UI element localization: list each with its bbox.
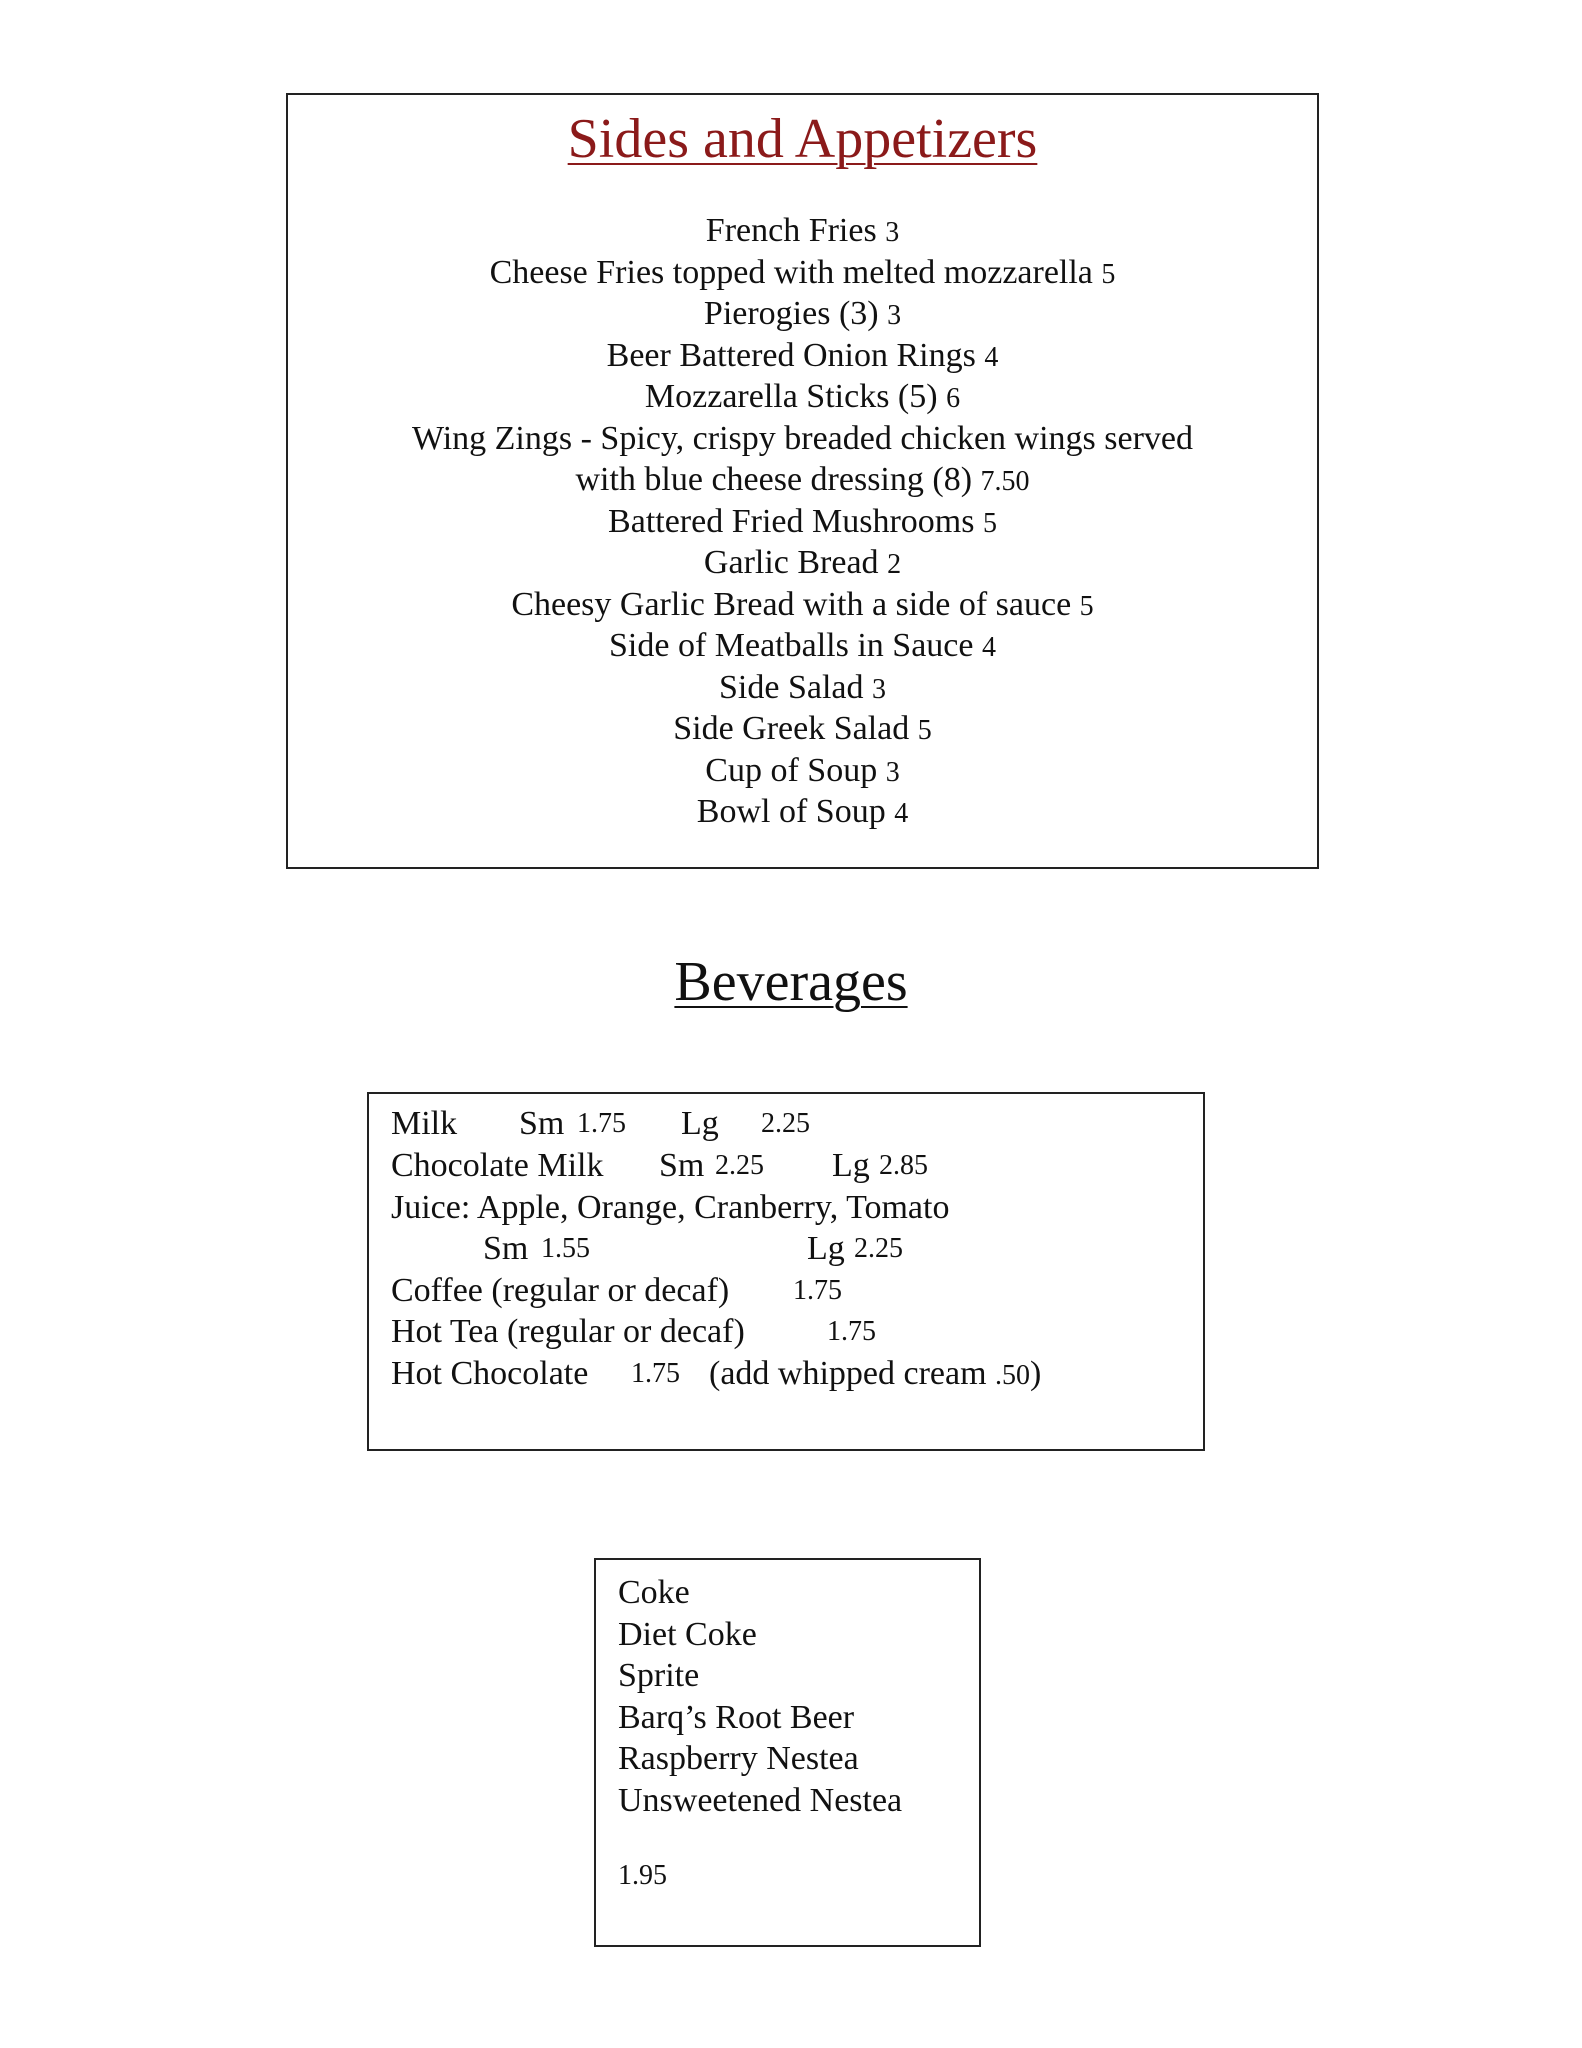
soda-price: 1.95 <box>618 1860 667 1891</box>
juice-lg-price: 2.25 <box>854 1233 903 1264</box>
list-item: Side Salad 3 <box>719 668 886 706</box>
list-item: Side Greek Salad 5 <box>673 710 932 747</box>
milk-lg-price: 2.25 <box>761 1108 810 1139</box>
juice-sm-label: Sm <box>483 1230 529 1267</box>
milk-lg-label: Lg <box>681 1105 719 1142</box>
juice-size-row <box>391 1229 1181 1269</box>
list-item: Garlic Bread 2 <box>703 544 902 581</box>
list-item: with blue cheese dressing (8) 7.50 <box>575 461 1030 498</box>
milk-sm-label: Sm <box>519 1105 565 1142</box>
hot-tea-row <box>391 1312 1181 1352</box>
milk-sm-price: 1.75 <box>577 1108 626 1139</box>
milk-row <box>391 1104 1181 1144</box>
chocolate-milk-row <box>391 1146 1181 1186</box>
list-item: Diet Coke <box>618 1616 757 1653</box>
chocolate-milk-lg-price: 2.85 <box>879 1150 928 1181</box>
milk-label: Milk <box>391 1105 458 1142</box>
list-item: Barq’s Root Beer <box>618 1699 855 1736</box>
sides-appetizers-section <box>286 93 1319 869</box>
hot-chocolate-label: Hot Chocolate <box>391 1355 589 1392</box>
hot-tea-price: 1.75 <box>827 1316 876 1347</box>
list-item: Cheese Fries topped with melted mozzarella 5 <box>489 253 1116 291</box>
whipped-cream-addon: (add whipped cream .50) <box>709 1355 1042 1392</box>
list-item: Bowl of Soup 4 <box>696 793 909 830</box>
chocolate-milk-lg-label: Lg <box>832 1147 870 1184</box>
list-item: Raspberry Nestea <box>618 1740 859 1777</box>
list-item: Beer Battered Onion Rings 4 <box>606 336 999 374</box>
coffee-row <box>391 1271 1181 1311</box>
chocolate-milk-sm-label: Sm <box>659 1147 705 1184</box>
list-item: Side of Meatballs in Sauce 4 <box>609 627 996 664</box>
hot-chocolate-row <box>391 1354 1181 1394</box>
list-item: French Fries 3 <box>705 212 900 249</box>
beverages-title: Beverages <box>674 951 908 1013</box>
list-item: Mozzarella Sticks (5) 6 <box>644 378 961 415</box>
juice-sm-price: 1.55 <box>541 1233 590 1264</box>
hot-tea-label: Hot Tea (regular or decaf) <box>391 1313 745 1350</box>
list-item: Cup of Soup 3 <box>705 751 900 789</box>
juice-label: Juice: Apple, Orange, Cranberry, Tomato <box>391 1189 950 1226</box>
list-item: Unsweetened Nestea <box>618 1782 903 1819</box>
soda-section <box>594 1558 981 1947</box>
beverages-section <box>367 1092 1205 1451</box>
list-item: Coke <box>618 1574 690 1611</box>
sides-title: Sides and Appetizers <box>567 108 1038 170</box>
list-item: Wing Zings - Spicy, crispy breaded chicken wings served <box>411 419 1194 457</box>
coffee-label: Coffee (regular or decaf) <box>391 1272 730 1309</box>
coffee-price: 1.75 <box>793 1275 842 1306</box>
juice-lg-label: Lg <box>807 1230 845 1267</box>
sides-list <box>288 210 1317 833</box>
list-item: Pierogies (3) 3 <box>703 295 902 332</box>
chocolate-milk-sm-price: 2.25 <box>715 1150 764 1181</box>
list-item: Sprite <box>618 1657 700 1694</box>
list-item: Cheesy Garlic Bread with a side of sauce 5 <box>511 585 1094 623</box>
hot-chocolate-price: 1.75 <box>631 1358 680 1389</box>
list-item: Battered Fried Mushrooms 5 <box>608 502 997 540</box>
juice-row <box>391 1188 1181 1228</box>
chocolate-milk-label: Chocolate Milk <box>391 1147 604 1184</box>
